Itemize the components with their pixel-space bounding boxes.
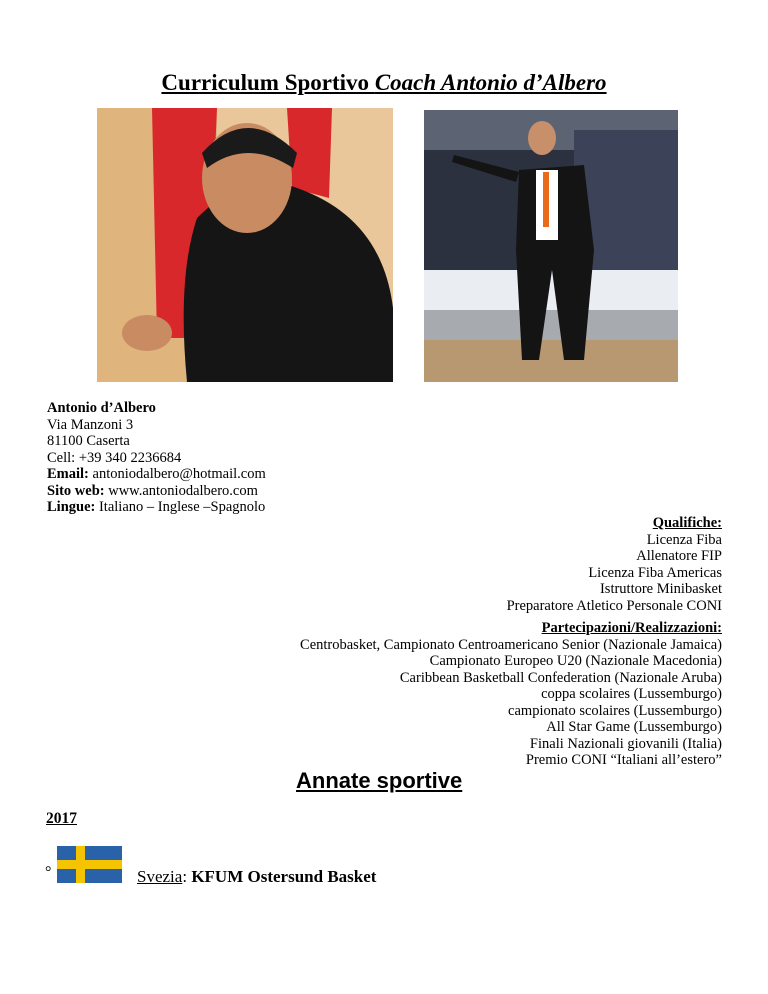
partecipazione-item: Caribbean Basketball Confederation (Nazionale Aruba) [399, 669, 722, 686]
title-prefix: Curriculum Sportivo [161, 70, 375, 95]
contact-block [47, 400, 266, 516]
season-entry [137, 867, 376, 887]
web-label: Sito web: [47, 482, 105, 499]
qualifica-item: Allenatore FIP [636, 548, 722, 564]
contact-city: 81100 Caserta [47, 433, 130, 449]
qualifiche-block [507, 515, 722, 614]
coach-courtside-photo [424, 110, 678, 382]
season-separator: : [182, 867, 192, 886]
document-title [0, 70, 768, 96]
coach-kneeling-photo [97, 108, 393, 382]
partecipazione-item: All Star Game (Lussemburgo) [546, 719, 722, 735]
qualifiche-heading: Qualifiche: [652, 515, 722, 531]
contact-email-row [47, 466, 266, 483]
partecipazioni-block [300, 620, 722, 769]
partecipazione-item: Campionato Europeo U20 (Nazionale Macedonia) [429, 653, 722, 669]
contact-web-row [47, 483, 266, 500]
qualifica-item: Istruttore Minibasket [599, 581, 722, 597]
partecipazione-item: campionato scolaires (Lussemburgo) [508, 702, 722, 719]
contact-languages-row [47, 499, 266, 516]
sweden-flag-icon [57, 846, 122, 883]
partecipazione-item: coppa scolaires (Lussemburgo) [541, 686, 722, 702]
contact-cell: Cell: +39 340 2236684 [47, 449, 182, 466]
season-year: 2017 [46, 810, 77, 827]
qualifica-item: Licenza Fiba [646, 531, 722, 548]
partecipazione-item: Centrobasket, Campionato Centroamericano Senior (Nazionale Jamaica) [300, 636, 722, 653]
email-value[interactable]: antoniodalbero@hotmail.com [88, 466, 266, 482]
web-value[interactable]: www.antoniodalbero.com [104, 482, 258, 499]
title-name: Coach Antonio d’Albero [374, 70, 607, 95]
season-bullet: ° [45, 864, 52, 881]
section-title: Annate sportive [296, 768, 463, 793]
partecipazioni-heading: Partecipazioni/Realizzazioni: [541, 620, 722, 636]
contact-address: Via Manzoni 3 [47, 416, 134, 433]
qualifica-item: Licenza Fiba Americas [588, 564, 722, 581]
season-country: Svezia [137, 867, 183, 886]
partecipazione-item: Premio CONI “Italiani all’estero” [525, 752, 722, 768]
languages-value: Italiano – Inglese –Spagnolo [95, 499, 266, 515]
qualifica-item: Preparatore Atletico Personale CONI [506, 597, 722, 614]
partecipazione-item: Finali Nazionali giovanili (Italia) [529, 735, 722, 752]
season-club: KFUM Ostersund Basket [191, 867, 377, 886]
contact-name: Antonio d’Albero [47, 400, 156, 416]
email-label: Email: [47, 466, 89, 482]
languages-label: Lingue: [47, 499, 96, 515]
